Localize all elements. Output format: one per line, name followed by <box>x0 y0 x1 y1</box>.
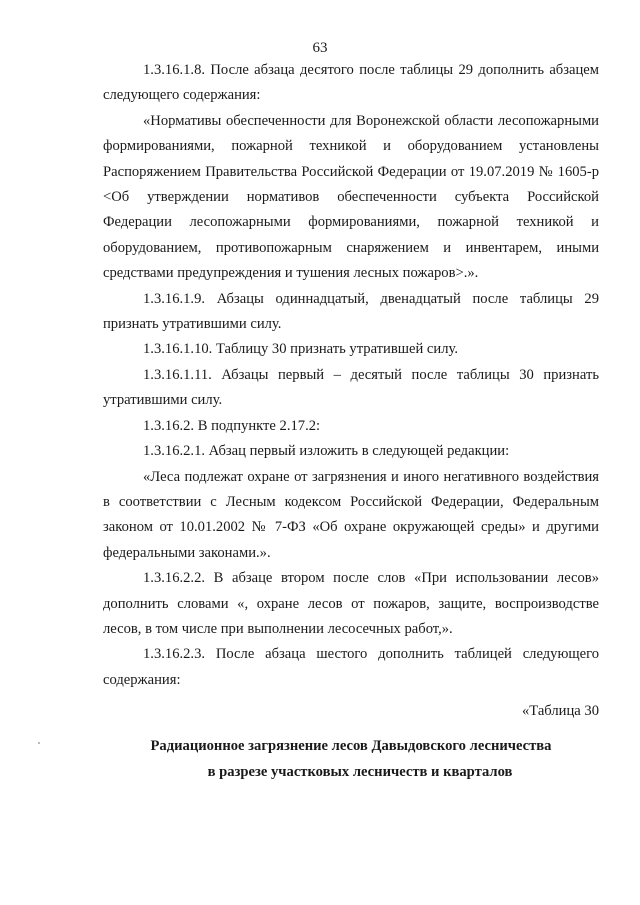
paragraph: «Леса подлежат охране от загрязнения и иного негативного воздействия в соответствии с Лесным кодексом Российской Федерации, Федеральным законом от 10.01.2002 № 7-ФЗ «Об охране окружающей среды» и другими федеральными законами.». <box>103 468 599 561</box>
paragraph: 1.3.16.1.8. После абзаца десятого после таблицы 29 дополнить абзацем следующего содержания: <box>103 62 599 104</box>
table-title-line: Радиационное загрязнение лесов Давыдовского лесничества <box>150 737 552 754</box>
paragraph: 1.3.16.1.9. Абзацы одиннадцатый, двенадцатый после таблицы 29 признать утратившими силу. <box>103 290 599 333</box>
scan-speck <box>38 742 40 744</box>
paragraph: 1.3.16.2.1. Абзац первый изложить в следующей редакции: <box>143 443 510 460</box>
document-body <box>103 58 599 785</box>
table-title-line: в разрезе участковых лесничеств и кварталов <box>207 763 513 780</box>
paragraph: 1.3.16.2. В подпункте 2.17.2: <box>143 417 321 434</box>
table-caption: «Таблица 30 <box>521 703 599 720</box>
paragraph: 1.3.16.2.2. В абзаце втором после слов «При использовании лесов» дополнить словами «, охране лесов от пожаров, защите, воспроизводстве лесов, в том числе при выполнении лесосечных работ,». <box>103 570 599 637</box>
table-title <box>103 733 599 785</box>
paragraph: 1.3.16.1.11. Абзацы первый – десятый после таблицы 30 признать утратившими силу. <box>103 366 599 409</box>
paragraph: «Нормативы обеспеченности для Воронежской области лесопожарными формированиями, пожарной техникой и оборудованием установлены Распоряжением Правительства Российской Федерации от 19.07.2019 № 1605-р <Об утверждении нормативов обеспеченности субъекта Российской Федерации лесопожарными формированиями, пожарной техникой и оборудованием, противопожарным снаряжением и инвентарем, иными средствами предупреждения и тушения лесных пожаров>.». <box>103 112 599 282</box>
paragraph: 1.3.16.2.3. После абзаца шестого дополнить таблицей следующего содержания: <box>103 646 599 688</box>
page-number: 63 <box>312 40 328 56</box>
paragraph: 1.3.16.1.10. Таблицу 30 признать утратившей силу. <box>143 341 458 358</box>
